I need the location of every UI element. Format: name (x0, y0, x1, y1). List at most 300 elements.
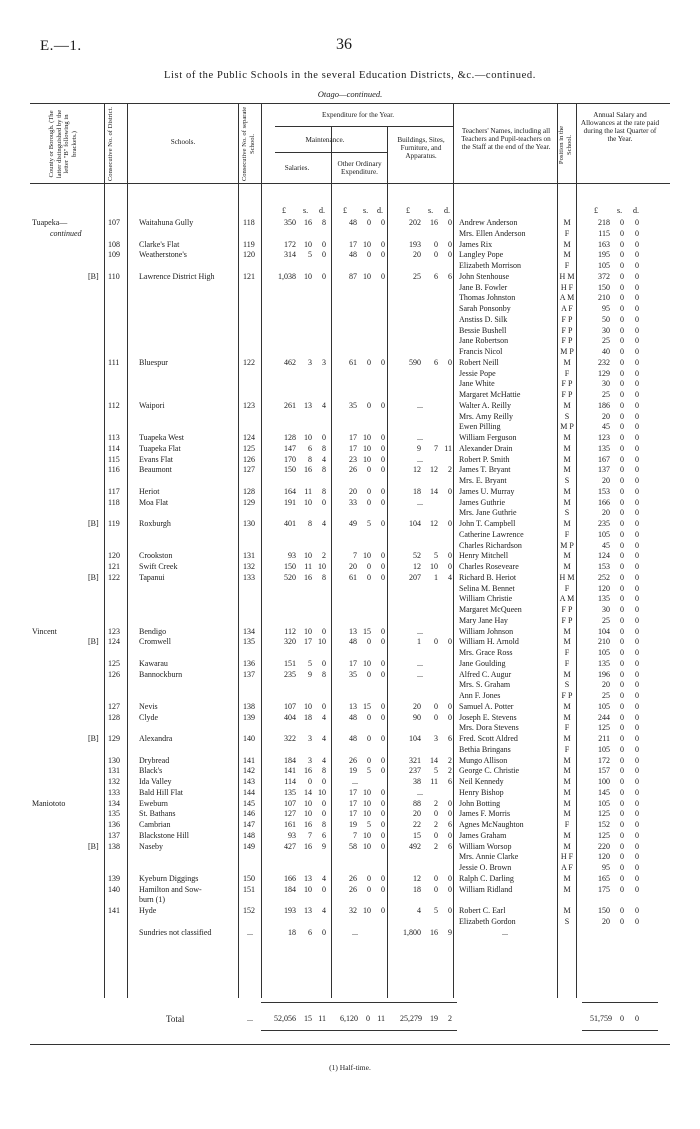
salary-shillings: 10 (304, 551, 312, 560)
salary-shillings: 10 (304, 272, 312, 281)
total-label: Total (166, 1014, 185, 1024)
teacher-name: John Stenhouse (459, 272, 509, 281)
unit-ann-pound: £ (594, 206, 598, 215)
school-no: 118 (243, 218, 255, 227)
salary-shillings: 14 (304, 788, 312, 797)
teacher-position: M (563, 401, 571, 410)
teacher-name: Mrs. Grace Ross (459, 648, 513, 657)
salary-shillings: 10 (304, 627, 312, 636)
school-no: 122 (243, 358, 255, 367)
teacher-position: M (563, 551, 571, 560)
district-no: 139 (108, 874, 120, 883)
buildings-pence: 0 (448, 809, 452, 818)
district-no: 133 (108, 788, 120, 797)
teacher-name: James Rix (459, 240, 493, 249)
annual-pounds: 218 (598, 218, 610, 227)
other-shillings: 0 (367, 713, 371, 722)
annual-pence: 0 (635, 551, 639, 560)
salary-shillings: 16 (304, 842, 312, 851)
annual-shillings: 0 (620, 293, 624, 302)
salary-pence: 0 (322, 250, 326, 259)
teacher-name: James T. Bryant (459, 465, 511, 474)
annual-pounds: 163 (598, 240, 610, 249)
school-no: 147 (243, 820, 255, 829)
salary-pence: 0 (322, 659, 326, 668)
teacher-position: M (563, 433, 571, 442)
other-pence: 0 (381, 487, 385, 496)
annual-pence: 0 (635, 906, 639, 915)
salary-pence: 8 (322, 218, 326, 227)
other-pence: 0 (381, 358, 385, 367)
teacher-position: M P (560, 347, 574, 356)
other-pounds: 17 (349, 240, 357, 249)
school-name: Alexandra (139, 734, 173, 743)
total-bottom-rule-annual (582, 1030, 658, 1031)
annual-shillings: 0 (620, 250, 624, 259)
other-shillings: 0 (367, 401, 371, 410)
teacher-name: William Christie (459, 594, 513, 603)
salary-shillings: 13 (304, 401, 312, 410)
annual-pence: 0 (635, 347, 639, 356)
district-no: 129 (108, 734, 120, 743)
district-no: 121 (108, 562, 120, 571)
buildings-pounds: 12 (413, 562, 421, 571)
annual-shillings: 0 (620, 852, 624, 861)
buildings-shillings: 16 (430, 218, 438, 227)
other-pence: 0 (381, 444, 385, 453)
district-no: 112 (108, 401, 120, 410)
other-pence: 0 (381, 874, 385, 883)
teacher-position: S (564, 476, 570, 485)
salary-pence: 2 (322, 551, 326, 560)
salary-pounds: 184 (284, 885, 296, 894)
other-pounds: 48 (349, 250, 357, 259)
annual-shillings: 0 (620, 379, 624, 388)
salary-pence: 8 (322, 820, 326, 829)
buildings: ... (417, 498, 423, 507)
buildings-pounds: 20 (413, 809, 421, 818)
teacher-name: Neil Kennedy (459, 777, 504, 786)
buildings-pence: 4 (448, 573, 452, 582)
salary-pence: 0 (322, 777, 326, 786)
teacher-name: Mrs. S. Graham (459, 680, 511, 689)
other-pence: 0 (381, 885, 385, 894)
borough-marker: [B] (88, 637, 99, 646)
salary-shillings: 16 (304, 218, 312, 227)
buildings-shillings: 16 (430, 928, 438, 937)
school-no: ... (247, 928, 253, 937)
teacher-position: M (563, 498, 571, 507)
school-name: Lawrence District High (139, 272, 215, 281)
district-no: 127 (108, 702, 120, 711)
salary-shillings: 16 (304, 465, 312, 474)
annual-pence: 0 (635, 573, 639, 582)
buildings: ... (417, 788, 423, 797)
other-pounds: 48 (349, 637, 357, 646)
other-pounds: 7 (353, 831, 357, 840)
school-no: 123 (243, 401, 255, 410)
district-no: 135 (108, 809, 120, 818)
buildings-pence: 9 (448, 928, 452, 937)
footnote: (1) Half-time. (329, 1063, 371, 1072)
other-shillings: 0 (367, 487, 371, 496)
teacher-position: M (563, 777, 571, 786)
salary-pounds: 520 (284, 573, 296, 582)
annual-pence: 0 (635, 723, 639, 732)
salary-pounds: 93 (288, 831, 296, 840)
annual-pounds: 20 (602, 476, 610, 485)
annual-pounds: 30 (602, 379, 610, 388)
annual-shillings: 0 (620, 551, 624, 560)
school-no: 129 (243, 498, 255, 507)
annual-shillings: 0 (620, 261, 624, 270)
salary-shillings: 10 (304, 433, 312, 442)
annual-pounds: 20 (602, 508, 610, 517)
other-shillings: 0 (367, 498, 371, 507)
other-pounds: 87 (349, 272, 357, 281)
annual-shillings: 0 (620, 594, 624, 603)
school-no: 139 (243, 713, 255, 722)
other-pence: 0 (381, 831, 385, 840)
teacher-position: A M (559, 293, 575, 302)
school-no: 132 (243, 562, 255, 571)
teacher-name: Jane Robertson (459, 336, 509, 345)
annual-pence: 0 (635, 756, 639, 765)
teacher-position: F P (561, 390, 573, 399)
teacher-name: James Graham (459, 831, 507, 840)
unit-sal-shilling: s. (303, 206, 309, 215)
annual-pence: 0 (635, 326, 639, 335)
other-shillings: 15 (363, 702, 371, 711)
other-pounds: 58 (349, 842, 357, 851)
annual-shillings: 0 (620, 917, 624, 926)
other-shillings: 0 (367, 573, 371, 582)
unit-bld-shilling: s. (428, 206, 434, 215)
teacher-name: Mrs. Amy Reilly (459, 412, 514, 421)
buildings-pence: 6 (448, 272, 452, 281)
school-no: 142 (243, 766, 255, 775)
salary-pounds: 235 (284, 670, 296, 679)
salary-pence: 0 (322, 498, 326, 507)
teacher-position: S (564, 412, 570, 421)
annual-pence: 0 (635, 498, 639, 507)
buildings-shillings: 0 (434, 831, 438, 840)
teacher-name: Margaret McHattie (459, 390, 521, 399)
annual-shillings: 0 (620, 702, 624, 711)
unit-bld-pound: £ (406, 206, 410, 215)
buildings-shillings: 5 (434, 906, 438, 915)
annual-shillings: 0 (620, 487, 624, 496)
annual-shillings: 0 (620, 637, 624, 646)
total-bottom-rule (261, 1030, 457, 1031)
teacher-name: Charles Roseveare (459, 562, 519, 571)
buildings-pounds: 193 (409, 240, 421, 249)
page-number: 36 (336, 36, 352, 53)
other-pounds: 17 (349, 659, 357, 668)
annual-pence: 0 (635, 487, 639, 496)
school-no: 119 (243, 240, 255, 249)
annual-shillings: 0 (620, 218, 624, 227)
annual-shillings: 0 (620, 562, 624, 571)
annual-shillings: 0 (620, 680, 624, 689)
school-no: 126 (243, 455, 255, 464)
school-no: 136 (243, 659, 255, 668)
total-oth-shillings: 0 (366, 1014, 370, 1023)
buildings-pence: 6 (448, 820, 452, 829)
annual-pence: 0 (635, 379, 639, 388)
buildings-pounds: 90 (413, 713, 421, 722)
salary-pounds: 161 (284, 820, 296, 829)
unit-ann-pence: d. (633, 206, 639, 215)
other-shillings: 10 (363, 433, 371, 442)
salary-shillings: 3 (308, 756, 312, 765)
salary-pounds: 150 (284, 562, 296, 571)
other-shillings: 0 (367, 562, 371, 571)
school-name: Eweburn (139, 799, 168, 808)
salary-pence: 10 (318, 788, 326, 797)
teacher-position: F P (561, 605, 573, 614)
annual-pounds: 105 (598, 702, 610, 711)
annual-pence: 0 (635, 508, 639, 517)
other-pence: 0 (381, 551, 385, 560)
salary-pounds: 107 (284, 799, 296, 808)
annual-pounds: 125 (598, 831, 610, 840)
buildings-pounds: 25 (413, 272, 421, 281)
teacher-position: M (563, 358, 571, 367)
buildings-shillings: 5 (434, 551, 438, 560)
district-no: 137 (108, 831, 120, 840)
annual-pounds: 195 (598, 250, 610, 259)
teacher-position: M (563, 874, 571, 883)
teacher-name: John T. Campbell (459, 519, 516, 528)
salary-pence: 4 (322, 713, 326, 722)
other-shillings: 10 (363, 240, 371, 249)
teacher-position: M (563, 487, 571, 496)
annual-pounds: 157 (598, 766, 610, 775)
annual-pence: 0 (635, 283, 639, 292)
teacher-position: M (563, 250, 571, 259)
annual-pounds: 100 (598, 777, 610, 786)
other-pence: 0 (381, 240, 385, 249)
teacher-position: M (563, 734, 571, 743)
district-no: 118 (108, 498, 120, 507)
annual-shillings: 0 (620, 401, 624, 410)
buildings-pence: 6 (448, 777, 452, 786)
salary-shillings: 10 (304, 240, 312, 249)
annual-pounds: 45 (602, 422, 610, 431)
teacher-position: M (563, 627, 571, 636)
other-shillings: 10 (363, 842, 371, 851)
other-shillings: 5 (367, 519, 371, 528)
teacher-position: F (564, 261, 570, 270)
school-name: St. Bathans (139, 809, 176, 818)
annual-pence: 0 (635, 605, 639, 614)
other-pounds: 61 (349, 358, 357, 367)
other-shillings: 0 (367, 465, 371, 474)
district-no: 109 (108, 250, 120, 259)
other-pence: 0 (381, 573, 385, 582)
salary-pence: 6 (322, 831, 326, 840)
buildings-pounds: 207 (409, 573, 421, 582)
other-pounds: 33 (349, 498, 357, 507)
teacher-name: James U. Murray (459, 487, 515, 496)
buildings-shillings: 0 (434, 240, 438, 249)
teacher-name: Richard B. Heriot (459, 573, 517, 582)
other-shillings: 10 (363, 551, 371, 560)
annual-pounds: 125 (598, 809, 610, 818)
annual-pounds: 175 (598, 885, 610, 894)
col-header-teachers: Teachers' Names, including all Teachers and Pupil-teachers on the Staff at the end of the Year. (461, 127, 551, 151)
buildings-pence: 0 (448, 562, 452, 571)
annual-pounds: 211 (598, 734, 610, 743)
annual-pence: 0 (635, 831, 639, 840)
annual-pence: 0 (635, 369, 639, 378)
school-no: 150 (243, 874, 255, 883)
salary-pence: 0 (322, 885, 326, 894)
salary-shillings: 7 (308, 831, 312, 840)
teacher-position: F (564, 659, 570, 668)
annual-pounds: 235 (598, 519, 610, 528)
annual-pounds: 120 (598, 584, 610, 593)
buildings-pounds: 104 (409, 519, 421, 528)
other-pence: 0 (381, 734, 385, 743)
other-pounds: 61 (349, 573, 357, 582)
school-name: Clarke's Flat (139, 240, 180, 249)
school-name: Blackstone Hill (139, 831, 189, 840)
teacher-position: F (564, 723, 570, 732)
annual-shillings: 0 (620, 809, 624, 818)
other-pence: 0 (381, 809, 385, 818)
col-header-other: Other Ordinary Expenditure. (337, 160, 382, 176)
unit-oth-pound: £ (343, 206, 347, 215)
annual-pence: 0 (635, 852, 639, 861)
annual-pounds: 105 (598, 799, 610, 808)
salary-shillings: 17 (304, 637, 312, 646)
annual-shillings: 0 (620, 369, 624, 378)
other-shillings: 5 (367, 820, 371, 829)
other-shillings: 10 (363, 799, 371, 808)
annual-pence: 0 (635, 842, 639, 851)
total-ann-pence: 0 (635, 1014, 639, 1023)
buildings-pounds: 12 (413, 465, 421, 474)
teacher-position: F P (561, 379, 573, 388)
buildings-shillings: 2 (434, 799, 438, 808)
annual-shillings: 0 (620, 766, 624, 775)
borough-marker: [B] (88, 734, 99, 743)
teacher-position: M (563, 885, 571, 894)
salary-shillings: 9 (308, 670, 312, 679)
school-no: 137 (243, 670, 255, 679)
other-pence: 0 (381, 670, 385, 679)
salary-pence: 10 (318, 562, 326, 571)
teacher-position: F (564, 530, 570, 539)
buildings-pence: 0 (448, 637, 452, 646)
salary-pounds: 164 (284, 487, 296, 496)
buildings-pence: 0 (448, 874, 452, 883)
annual-pence: 0 (635, 885, 639, 894)
annual-pence: 0 (635, 648, 639, 657)
col-header-salaries: Salaries. (284, 164, 310, 172)
buildings-pence: 0 (448, 551, 452, 560)
salary-pence: 0 (322, 799, 326, 808)
buildings-pounds: 321 (409, 756, 421, 765)
annual-shillings: 0 (620, 304, 624, 313)
buildings-pounds: 18 (413, 885, 421, 894)
salary-pounds: 166 (284, 874, 296, 883)
buildings-shillings: 0 (434, 702, 438, 711)
salary-pounds: 141 (284, 766, 296, 775)
district-no: 116 (108, 465, 120, 474)
buildings-shillings: 0 (434, 713, 438, 722)
annual-shillings: 0 (620, 541, 624, 550)
total-sal-pounds: 52,056 (274, 1014, 296, 1023)
buildings-pence: 0 (448, 240, 452, 249)
annual-shillings: 0 (620, 508, 624, 517)
school-name: Clyde (139, 713, 159, 722)
school-no: 125 (243, 444, 255, 453)
total-top-rule-annual (582, 1002, 658, 1003)
teacher-name: William Worsop (459, 842, 512, 851)
annual-pounds: 165 (598, 874, 610, 883)
salary-shillings: 10 (304, 809, 312, 818)
annual-shillings: 0 (620, 315, 624, 324)
annual-shillings: 0 (620, 272, 624, 281)
salary-shillings: 10 (304, 885, 312, 894)
teacher-name: Andrew Anderson (459, 218, 518, 227)
annual-pounds: 115 (598, 229, 610, 238)
col-header-maintenance: Maintenance. (305, 136, 345, 144)
teacher-name: Walter A. Reilly (459, 401, 512, 410)
other-pence: 0 (381, 562, 385, 571)
buildings: ... (417, 627, 423, 636)
school-name: Swift Creek (139, 562, 178, 571)
teacher-position: M P (560, 541, 574, 550)
salary-pounds: 128 (284, 433, 296, 442)
annual-shillings: 0 (620, 519, 624, 528)
teacher-name: William Johnson (459, 627, 514, 636)
annual-pounds: 105 (598, 648, 610, 657)
annual-pounds: 105 (598, 261, 610, 270)
teacher-name: Robert P. Smith (459, 455, 510, 464)
teacher-name: Mrs. Jane Guthrie (459, 508, 517, 517)
district-no: 131 (108, 766, 120, 775)
school-no: 131 (243, 551, 255, 560)
salary-pounds: 127 (284, 809, 296, 818)
salary-pence: 4 (322, 519, 326, 528)
annual-pence: 0 (635, 820, 639, 829)
buildings-pence: 0 (448, 885, 452, 894)
teacher-position: F (564, 745, 570, 754)
annual-pounds: 252 (598, 573, 610, 582)
total-sal-shillings: 15 (304, 1014, 312, 1023)
district-no: 117 (108, 487, 120, 496)
school-no: 146 (243, 809, 255, 818)
total-oth-pounds: 6,120 (340, 1014, 358, 1023)
buildings-shillings: 0 (434, 809, 438, 818)
annual-pounds: 50 (602, 315, 610, 324)
salary-pounds: 18 (288, 928, 296, 937)
annual-pence: 0 (635, 734, 639, 743)
annual-pounds: 25 (602, 390, 610, 399)
other-shillings: 0 (367, 756, 371, 765)
annual-shillings: 0 (620, 820, 624, 829)
annual-pounds: 45 (602, 541, 610, 550)
annual-shillings: 0 (620, 723, 624, 732)
school-name: Waitahuna Gully (139, 218, 194, 227)
teacher-name: William Ferguson (459, 433, 517, 442)
other-pence: 0 (381, 272, 385, 281)
annual-pounds: 30 (602, 326, 610, 335)
